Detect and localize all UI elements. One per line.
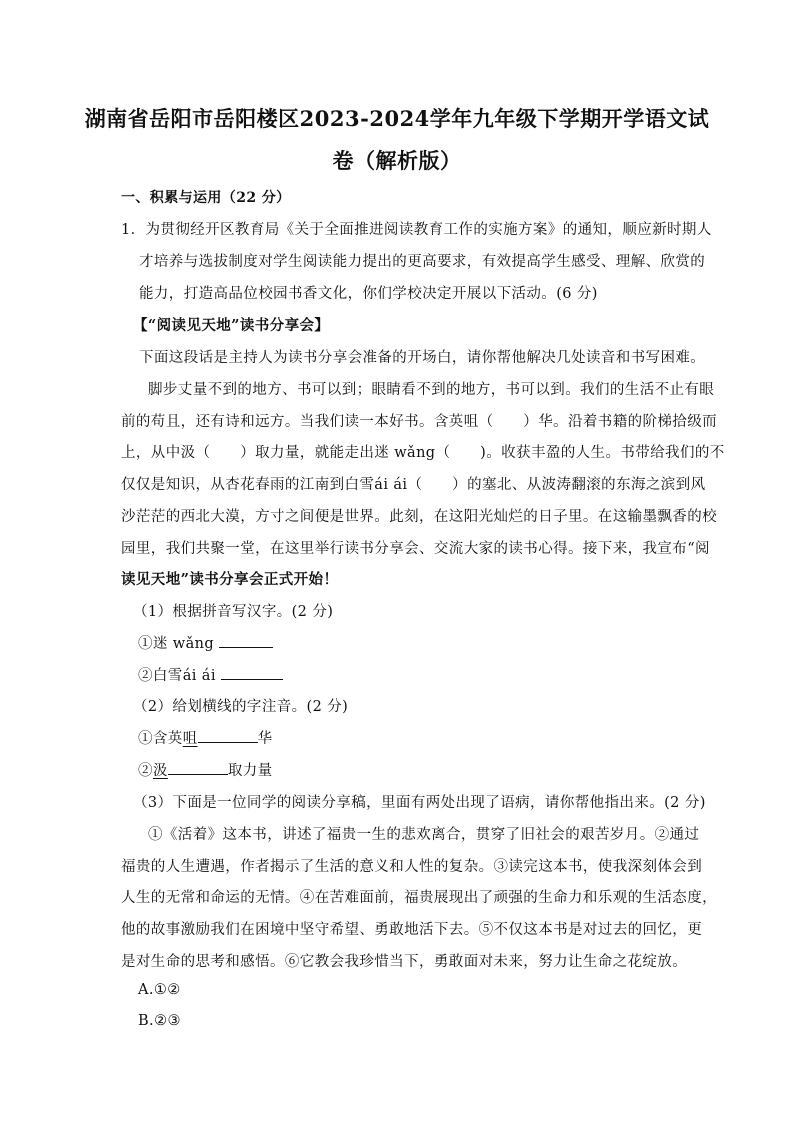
share-passage-line: ①《活着》这本书，讲述了福贵一生的悲欢离合，贯穿了旧社会的艰苦岁月。②通过 [148,827,700,843]
sub-question-2a [138,727,273,748]
passage-line: 上，从中汲（ ）取力量，就能走出迷 wǎng（ )。收获丰盈的人生。书带给我们的不 [121,445,725,461]
share-passage-line: 是对生命的思考和感悟。⑥它教会我珍惜当下，勇敢面对未来，努力让生命之花绽放。 [121,954,688,970]
sub-question-2-label: （2）给划横线的字注音。(2 分) [133,699,349,715]
q1-intro-line2: 才培养与选拔制度对学生阅读能力提出的更高要求，有效提高学生感受、理解、欣赏的 [139,254,706,270]
event-title: 【“阅读见天地”读书分享会】 [133,317,330,334]
passage-line: 脚步丈量不到的地方、书可以到；眼睛看不到的地方，书可以到。我们的生活不止有眼 [148,382,715,398]
answer-blank[interactable] [221,665,283,680]
answer-blank[interactable] [219,633,273,648]
q1-intro-line1: 1．为贯彻经开区教育局《关于全面推进阅读教育工作的实施方案》的通知，顺应新时期人 [121,222,712,238]
document-title-line1: 湖南省岳阳市岳阳楼区2023-2024学年九年级下学期开学语文试 [84,106,710,131]
q1-intro-line3: 能力，打造高品位校园书香文化，你们学校决定开展以下活动。(6 分) [139,286,598,302]
sub-question-2b-pre: ② [138,763,153,779]
sub-question-1-label: （1）根据拼音写汉字。(2 分) [133,604,334,620]
underlined-char: 汲 [152,763,168,779]
option-a[interactable]: A.①② [138,982,181,998]
sub-question-1a-text: ①迷 wǎng [138,636,215,652]
option-b[interactable]: B.②③ [138,1013,181,1029]
sub-question-2b-post: 取力量 [227,763,273,779]
share-passage-line: 福贵的人生遭遇，作者揭示了生活的意义和人性的复杂。③读完这本书，使我深刻体会到 [121,859,703,875]
passage-line: 读见天地”读书分享会正式开始！ [121,571,339,588]
sub-question-2a-post: 华 [257,731,273,747]
share-passage-line: 人生的无常和命运的无情。④在苦难面前，福贵展现出了顽强的生命力和乐观的生活态度， [121,890,717,906]
sub-question-2b [138,759,273,780]
sub-question-2a-pre: ①含英 [138,731,183,747]
passage-line: 仅仅是知识，从杏花春雨的江南到白雪ái ái（ ）的塞北、从波涛翻滚的东海之滨到风 [121,477,706,493]
section-heading: 一、积累与运用（22 分） [121,190,291,206]
document-title-line2: 卷（解析版） [332,148,462,173]
passage-line: 前的苟且，还有诗和远方。当我们读一本好书。含英咀（ ）华。沿着书籍的阶梯拾级而 [121,414,717,430]
sub-question-1b [138,664,283,685]
sub-question-1a [138,632,273,653]
sub-question-1b-text: ②白雪ái ái [138,668,216,684]
sub-question-3-label: （3）下面是一位同学的阅读分享稿，里面有两处出现了语病，请你帮他指出来。(2 分) [133,795,706,811]
instruction-text: 下面这段话是主持人为读书分享会准备的开场白，请你帮他解决几处读音和书写困难。 [139,350,706,366]
answer-blank[interactable] [198,728,258,743]
share-passage-line: 他的故事激励我们在困境中坚守希望、勇敢地活下去。⑤不仅这本书是对过去的回忆，更 [121,922,703,938]
passage-line: 沙茫茫的西北大漠，方寸之间便是世界。此刻，在这阳光灿烂的日子里。在这输墨飘香的校 [121,509,717,525]
underlined-char: 咀 [182,731,198,747]
answer-blank[interactable] [168,760,228,775]
passage-line: 园里，我们共聚一堂，在这里举行读书分享会、交流大家的读书心得。接下来，我宣布“阅 [121,541,710,557]
